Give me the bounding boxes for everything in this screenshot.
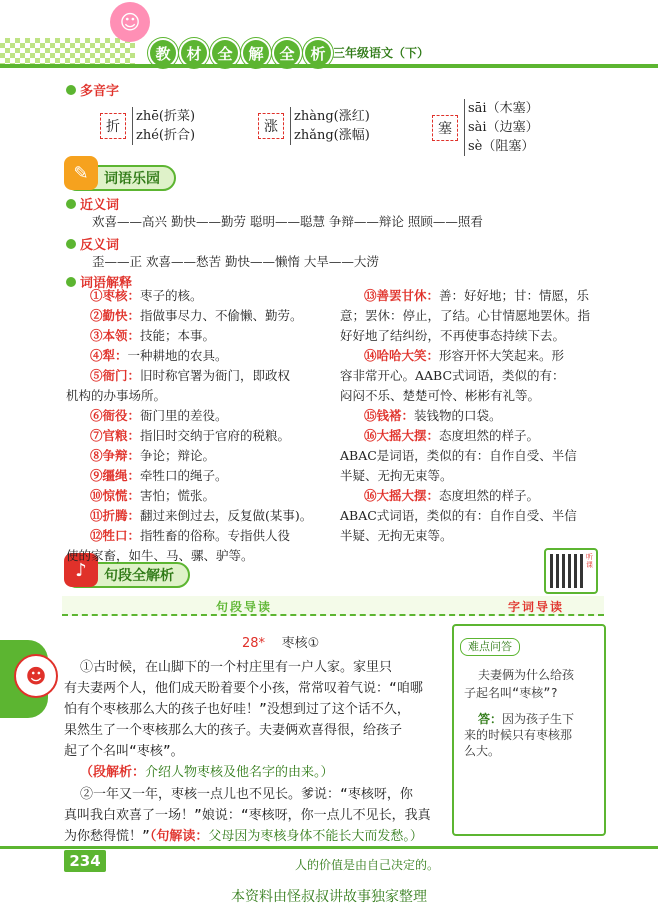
page-header — [0, 0, 658, 72]
source-note: 本资料由怪叔叔讲故事独家整理 — [231, 889, 427, 905]
title-char: 全 — [212, 40, 238, 66]
definition: 使的家畜，如牛、马、骡、驴等。 — [66, 548, 254, 563]
term: ⑫牲口： — [90, 528, 141, 543]
reading: sài（边塞） — [468, 120, 539, 135]
poly-readings — [290, 107, 370, 145]
kid-mascot-icon: ♪ — [64, 553, 98, 587]
definition: 牵牲口的绳子。 — [140, 468, 228, 483]
explanation-line — [340, 306, 590, 326]
explanation-line — [90, 326, 215, 346]
explanation-line — [90, 346, 228, 366]
explanation-line — [340, 366, 565, 386]
synonyms-line: 欢喜——高兴 勤快——勤劳 聪明——聪慧 争辩——辩论 照顾——照看 — [92, 214, 483, 229]
checker-pattern — [0, 38, 135, 64]
explanation-line — [364, 426, 539, 446]
qr-code[interactable] — [544, 548, 598, 594]
definition: 枣子的核。 — [140, 288, 203, 303]
explanation-line — [340, 446, 577, 466]
grade-label: 三年级语文（下） — [333, 46, 430, 60]
poly-char: 涨 — [258, 113, 284, 139]
term: ②勤快： — [90, 308, 141, 323]
title-char: 教 — [150, 40, 176, 66]
definition: 好好地了结纠纷，不再使事态持续下去。 — [340, 328, 566, 343]
story-line: 果然生了一个枣核那么大的孩子。夫妻俩欢喜得很，给孩子 — [64, 723, 403, 738]
qr-code-icon — [550, 554, 584, 588]
lesson-name: 枣核① — [281, 636, 320, 651]
heading-text: 近义词 — [80, 198, 120, 213]
explanation-line — [340, 526, 453, 546]
term: ⑬善罢甘休： — [364, 288, 440, 303]
explanation-line — [90, 506, 312, 526]
story-text: 为你愁得慌！” — [64, 829, 150, 844]
book-title — [150, 40, 331, 66]
bullet-icon — [66, 199, 76, 209]
title-char: 解 — [243, 40, 269, 66]
sidebar-question: 子起名叫“枣核”? — [464, 686, 558, 700]
story-line: ①古时候，在山脚下的一个村庄里有一户人家。家里只 — [80, 660, 393, 675]
sidebar-answer: 来的时候只有枣核那 — [464, 728, 573, 742]
explanation-line — [364, 286, 589, 306]
definition: 半疑、无拘无束等。 — [340, 528, 453, 543]
bullet-icon — [66, 239, 76, 249]
poly-readings — [132, 107, 195, 145]
explanation-line — [340, 466, 453, 486]
poly-char: 折 — [100, 113, 126, 139]
reading: zhē(折菜) — [136, 109, 196, 124]
polyphonic-item — [432, 99, 539, 156]
explanation-line — [90, 526, 290, 546]
explanation-line — [66, 546, 254, 566]
definition: 指牲畜的俗称。专指供人役 — [140, 528, 291, 543]
definition: 闷闷不乐、楚楚可怜、彬彬有礼等。 — [340, 388, 541, 403]
lesson-title — [242, 632, 319, 651]
term: ⑪折腾： — [90, 508, 141, 523]
ciyu-banner — [64, 164, 176, 192]
banner-text: 词语乐园 — [64, 165, 176, 191]
story-line: 真叫我白欢喜了一场！”娘说：“枣核呀，你一点儿不见长，我真 — [64, 808, 431, 823]
definition: 争论；辩论。 — [140, 448, 216, 463]
term: ⑩惊慌： — [90, 488, 141, 503]
reading: sè（阻塞） — [468, 139, 535, 154]
poly-readings — [464, 99, 539, 156]
definition: 态度坦然的样子。 — [439, 488, 540, 503]
explanation-line — [340, 326, 565, 346]
definition: 翻过来倒过去，反复做(某事)。 — [140, 508, 313, 523]
page-number: 234 — [64, 850, 106, 872]
explanation-line — [364, 346, 564, 366]
definition: 指旧时交纳于官府的税粮。 — [140, 428, 291, 443]
explanation-line — [90, 466, 228, 486]
poly-char: 塞 — [432, 115, 458, 141]
term: ①枣核： — [90, 288, 141, 303]
book-mascot-icon: ✎ — [64, 156, 98, 190]
definition: 旧时称官署为衙门，即政权 — [140, 368, 291, 383]
term: ⑦官粮： — [90, 428, 141, 443]
story-line: ②一年又一年，枣核一点儿也不见长。爹说：“枣核呀，你 — [80, 787, 413, 802]
explanation-line — [364, 406, 502, 426]
explanation-line — [90, 406, 228, 426]
synonyms-heading — [66, 194, 119, 213]
term: ⑯大摇大摆： — [364, 428, 440, 443]
term: ④犁： — [90, 348, 128, 363]
explanation-line — [90, 286, 203, 306]
definition: 机构的办事场所。 — [66, 388, 167, 403]
title-char: 析 — [305, 40, 331, 66]
polyphonic-heading — [66, 80, 119, 99]
girl-mascot-icon: ☺ — [110, 2, 150, 42]
story-line: 起了个名叫“枣核”。 — [64, 744, 184, 759]
story-line: 怕有个枣核那么大的孩子也好哇！”没想到过了这个话不久， — [64, 702, 410, 717]
title-char: 材 — [181, 40, 207, 66]
sidebar-answer: 么大。 — [464, 744, 501, 758]
sidebar-question: 夫妻俩为什么给孩 — [478, 668, 575, 682]
story-line — [64, 825, 423, 844]
term: ③本领： — [90, 328, 141, 343]
note-text: 父母因为枣核身体不能长大而发愁。） — [208, 829, 423, 844]
explanation-line — [66, 386, 166, 406]
term: ⑯大摇大摆： — [364, 488, 440, 503]
definition: 害怕；慌张。 — [140, 488, 216, 503]
definition: 装钱物的口袋。 — [414, 408, 502, 423]
explanation-line — [90, 486, 215, 506]
definition: 衙门里的差役。 — [140, 408, 228, 423]
answer-text: 因为孩子生下 — [502, 712, 575, 726]
term: ⑥衙役： — [90, 408, 141, 423]
antonyms-heading — [66, 234, 119, 253]
explanation-line — [90, 426, 290, 446]
definition: 指做事尽力、不偷懒、勤劳。 — [140, 308, 303, 323]
answer-label: 答： — [478, 712, 503, 726]
paragraph-note — [80, 761, 334, 780]
explanation-line — [90, 446, 215, 466]
lesson-number: 28* — [242, 636, 266, 651]
qr-label: 听课 — [586, 553, 593, 569]
story-line: 有夫妻两个人，他们成天盼着要个小孩，常常叹着气说：“咱哪 — [64, 681, 423, 696]
reading: zhǎng(涨幅) — [294, 128, 370, 143]
bullet-icon — [66, 85, 76, 95]
term: ⑧争辩： — [90, 448, 141, 463]
subhead-left: 句段导读 — [216, 600, 273, 614]
explanation-line — [340, 506, 577, 526]
definition: 善：好好地；甘：情愿，乐 — [439, 288, 590, 303]
definition: 半疑、无拘无束等。 — [340, 468, 453, 483]
reading: zhàng(涨红) — [294, 109, 370, 124]
definition: 意；罢休：停止，了结。心甘情愿地罢休。指 — [340, 308, 591, 323]
heading-text: 词语解释 — [80, 276, 133, 291]
antonyms-line: 歪——正 欢喜——愁苦 勤快——懒惰 大旱——大涝 — [92, 254, 379, 269]
note-label: （段解析： — [80, 765, 146, 780]
definition: ABAC式词语，类似的有：自作自受、半信 — [340, 508, 577, 523]
banner-text: 句段全解析 — [64, 562, 190, 588]
heading-text: 多音字 — [80, 84, 120, 99]
title-char: 全 — [274, 40, 300, 66]
explanation-line — [364, 486, 539, 506]
footer-divider — [0, 846, 658, 849]
definition: 态度坦然的样子。 — [439, 428, 540, 443]
term: ⑭哈哈大笑： — [364, 348, 440, 363]
subhead-right: 字词导读 — [508, 600, 565, 614]
definition: 形容开怀大笑起来。形 — [439, 348, 565, 363]
explanation-line — [340, 386, 540, 406]
note-label: （句解读： — [149, 829, 209, 844]
term: ⑨缰绳： — [90, 468, 141, 483]
term: ⑤衙门： — [90, 368, 141, 383]
heading-text: 反义词 — [80, 238, 120, 253]
fox-mascot-icon: ☻ — [14, 654, 58, 698]
polyphonic-item — [100, 107, 195, 145]
definition: 容非常开心。AABC式词语，类似的有： — [340, 368, 565, 383]
definition: 技能；本事。 — [140, 328, 216, 343]
reading: sāi（木塞） — [468, 101, 539, 116]
sidebar-answer — [478, 710, 574, 727]
header-divider — [0, 64, 658, 68]
explanation-line — [90, 306, 303, 326]
footer-motto: 人的价值是由自己决定的。 — [295, 858, 440, 872]
reading: zhé(折合) — [136, 128, 196, 143]
polyphonic-item — [258, 107, 370, 145]
note-text: 介绍人物枣核及他名字的由来。） — [145, 765, 334, 780]
definition: ABAC是词语，类似的有：自作自受、半信 — [340, 448, 577, 463]
definition: 一种耕地的农具。 — [127, 348, 228, 363]
term: ⑮钱褡： — [364, 408, 415, 423]
explanation-line — [90, 366, 290, 386]
difficulty-badge: 难点问答 — [460, 638, 520, 656]
bullet-icon — [66, 277, 76, 287]
